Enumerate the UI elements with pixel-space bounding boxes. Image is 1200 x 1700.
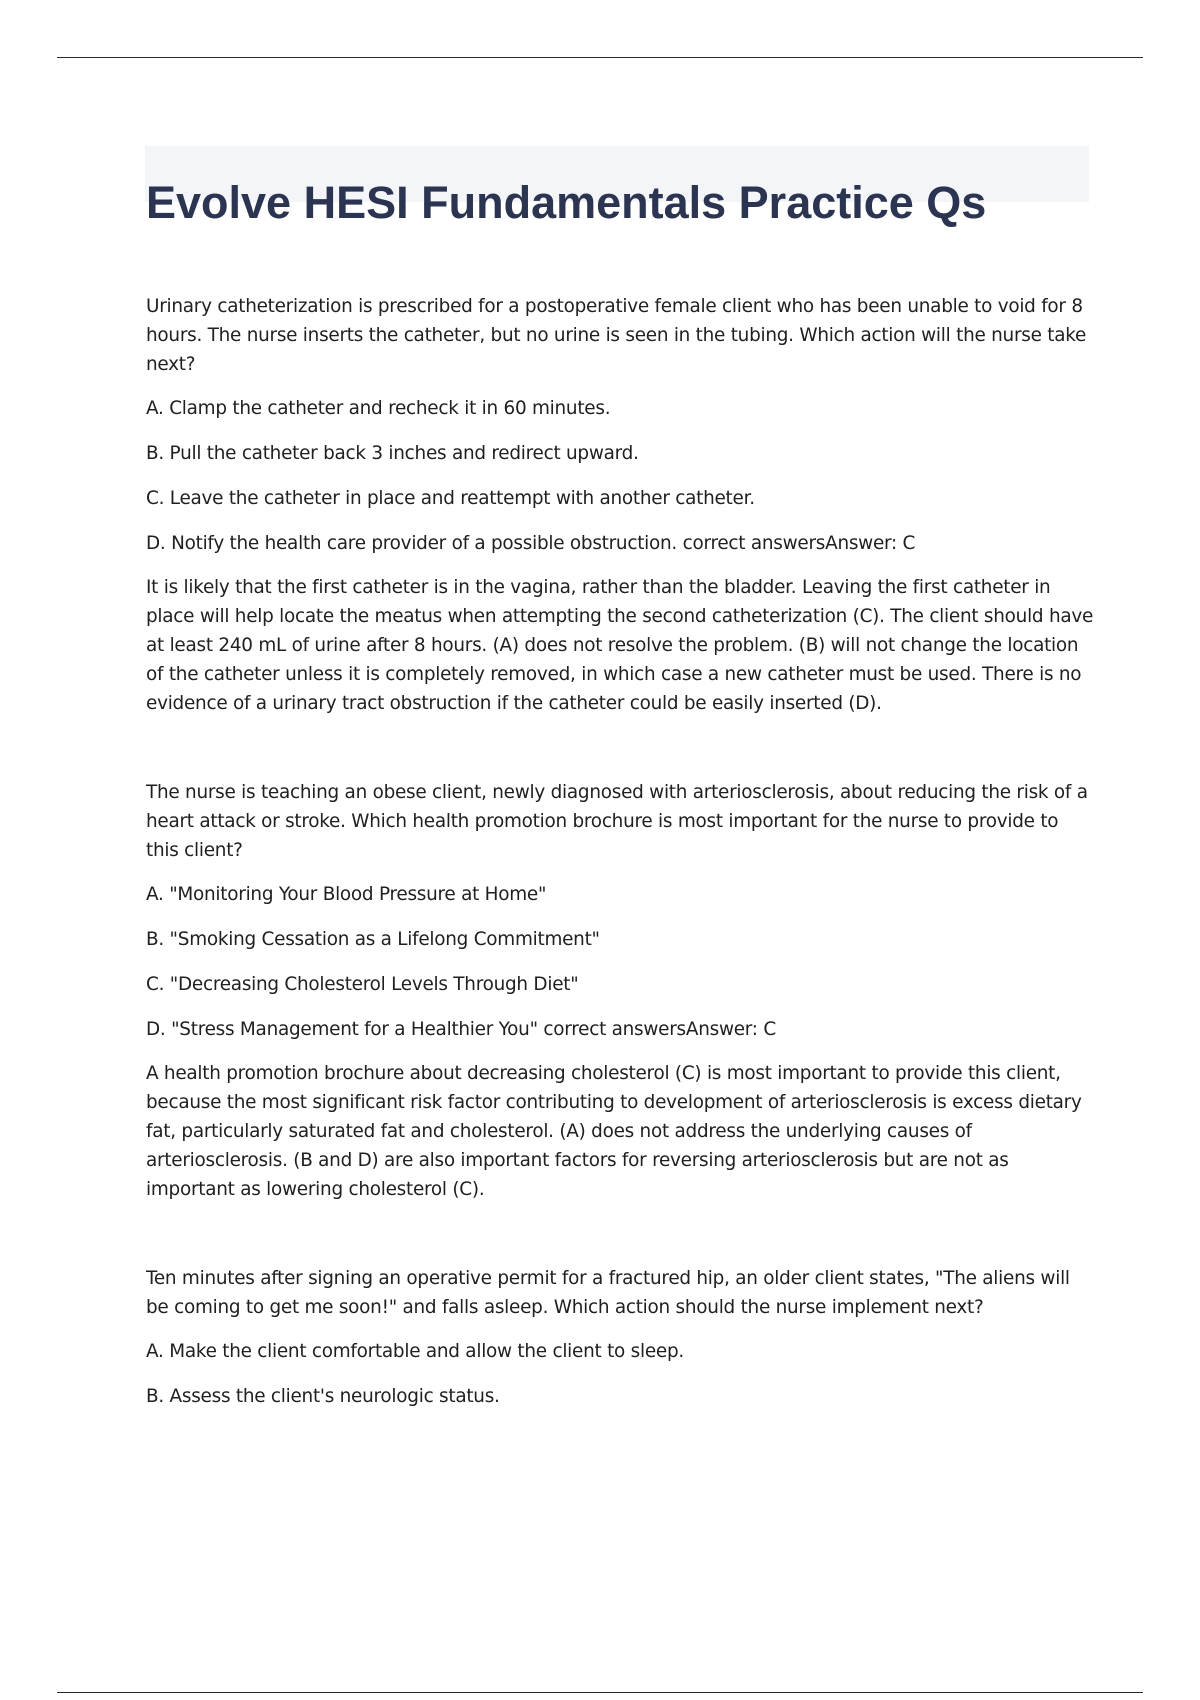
question-stem: The nurse is teaching an obese client, newly diagnosed with arteriosclerosis, about reducing the risk of a heart attack or stroke. Which health promotion brochure is most important for the nurse to provide to this client? [146,782,1088,861]
question-2 [146,778,1096,1204]
document-body [146,292,1096,1411]
answer-option-b: B. Assess the client's neurologic status. [146,1386,500,1407]
document-title: Evolve HESI Fundamentals Practice Qs [146,177,987,229]
answer-option-c: C. "Decreasing Cholesterol Levels Through Diet" [146,974,579,995]
bottom-rule [57,1692,1143,1693]
answer-option-b: B. "Smoking Cessation as a Lifelong Commitment" [146,929,600,950]
answer-option-c: C. Leave the catheter in place and reattempt with another catheter. [146,488,755,509]
answer-option-a: A. Make the client comfortable and allow the client to sleep. [146,1341,684,1362]
question-stem: Ten minutes after signing an operative permit for a fractured hip, an older client states, "The aliens will be coming to get me soon!" and falls asleep. Which action should the nurse implement next? [146,1268,1070,1318]
answer-option-d: D. Notify the health care provider of a possible obstruction. correct answersAnswer: C [146,533,916,554]
answer-option-b: B. Pull the catheter back 3 inches and redirect upward. [146,443,639,464]
top-rule [57,57,1143,58]
answer-option-d: D. "Stress Management for a Healthier You" correct answersAnswer: C [146,1019,776,1040]
answer-option-a: A. Clamp the catheter and recheck it in 60 minutes. [146,398,611,419]
answer-option-a: A. "Monitoring Your Blood Pressure at Home" [146,884,547,905]
question-3 [146,1264,1096,1411]
question-1 [146,292,1096,718]
question-stem: Urinary catheterization is prescribed for a postoperative female client who has been unable to void for 8 hours. The nurse inserts the catheter, but no urine is seen in the tubing. Which action will the nurse take next? [146,296,1087,375]
answer-rationale: A health promotion brochure about decreasing cholesterol (C) is most important to provide this client, because the most significant risk factor contributing to development of arteriosclerosis is excess dietary fat, particularly saturated fat and cholesterol. (A) does not address the underlying causes of arteriosclerosis. (B and D) are also important factors for reversing arteriosclerosis but are not as important as lowering cholesterol (C). [146,1063,1082,1200]
answer-rationale: It is likely that the first catheter is in the vagina, rather than the bladder. Leaving the first catheter in place will help locate the meatus when attempting the second catheterization (C). The client should have at least 240 mL of urine after 8 hours. (A) does not resolve the problem. (B) will not change the location of the catheter unless it is completely removed, in which case a new catheter must be used. There is no evidence of a urinary tract obstruction if the catheter could be easily inserted (D). [146,577,1094,714]
